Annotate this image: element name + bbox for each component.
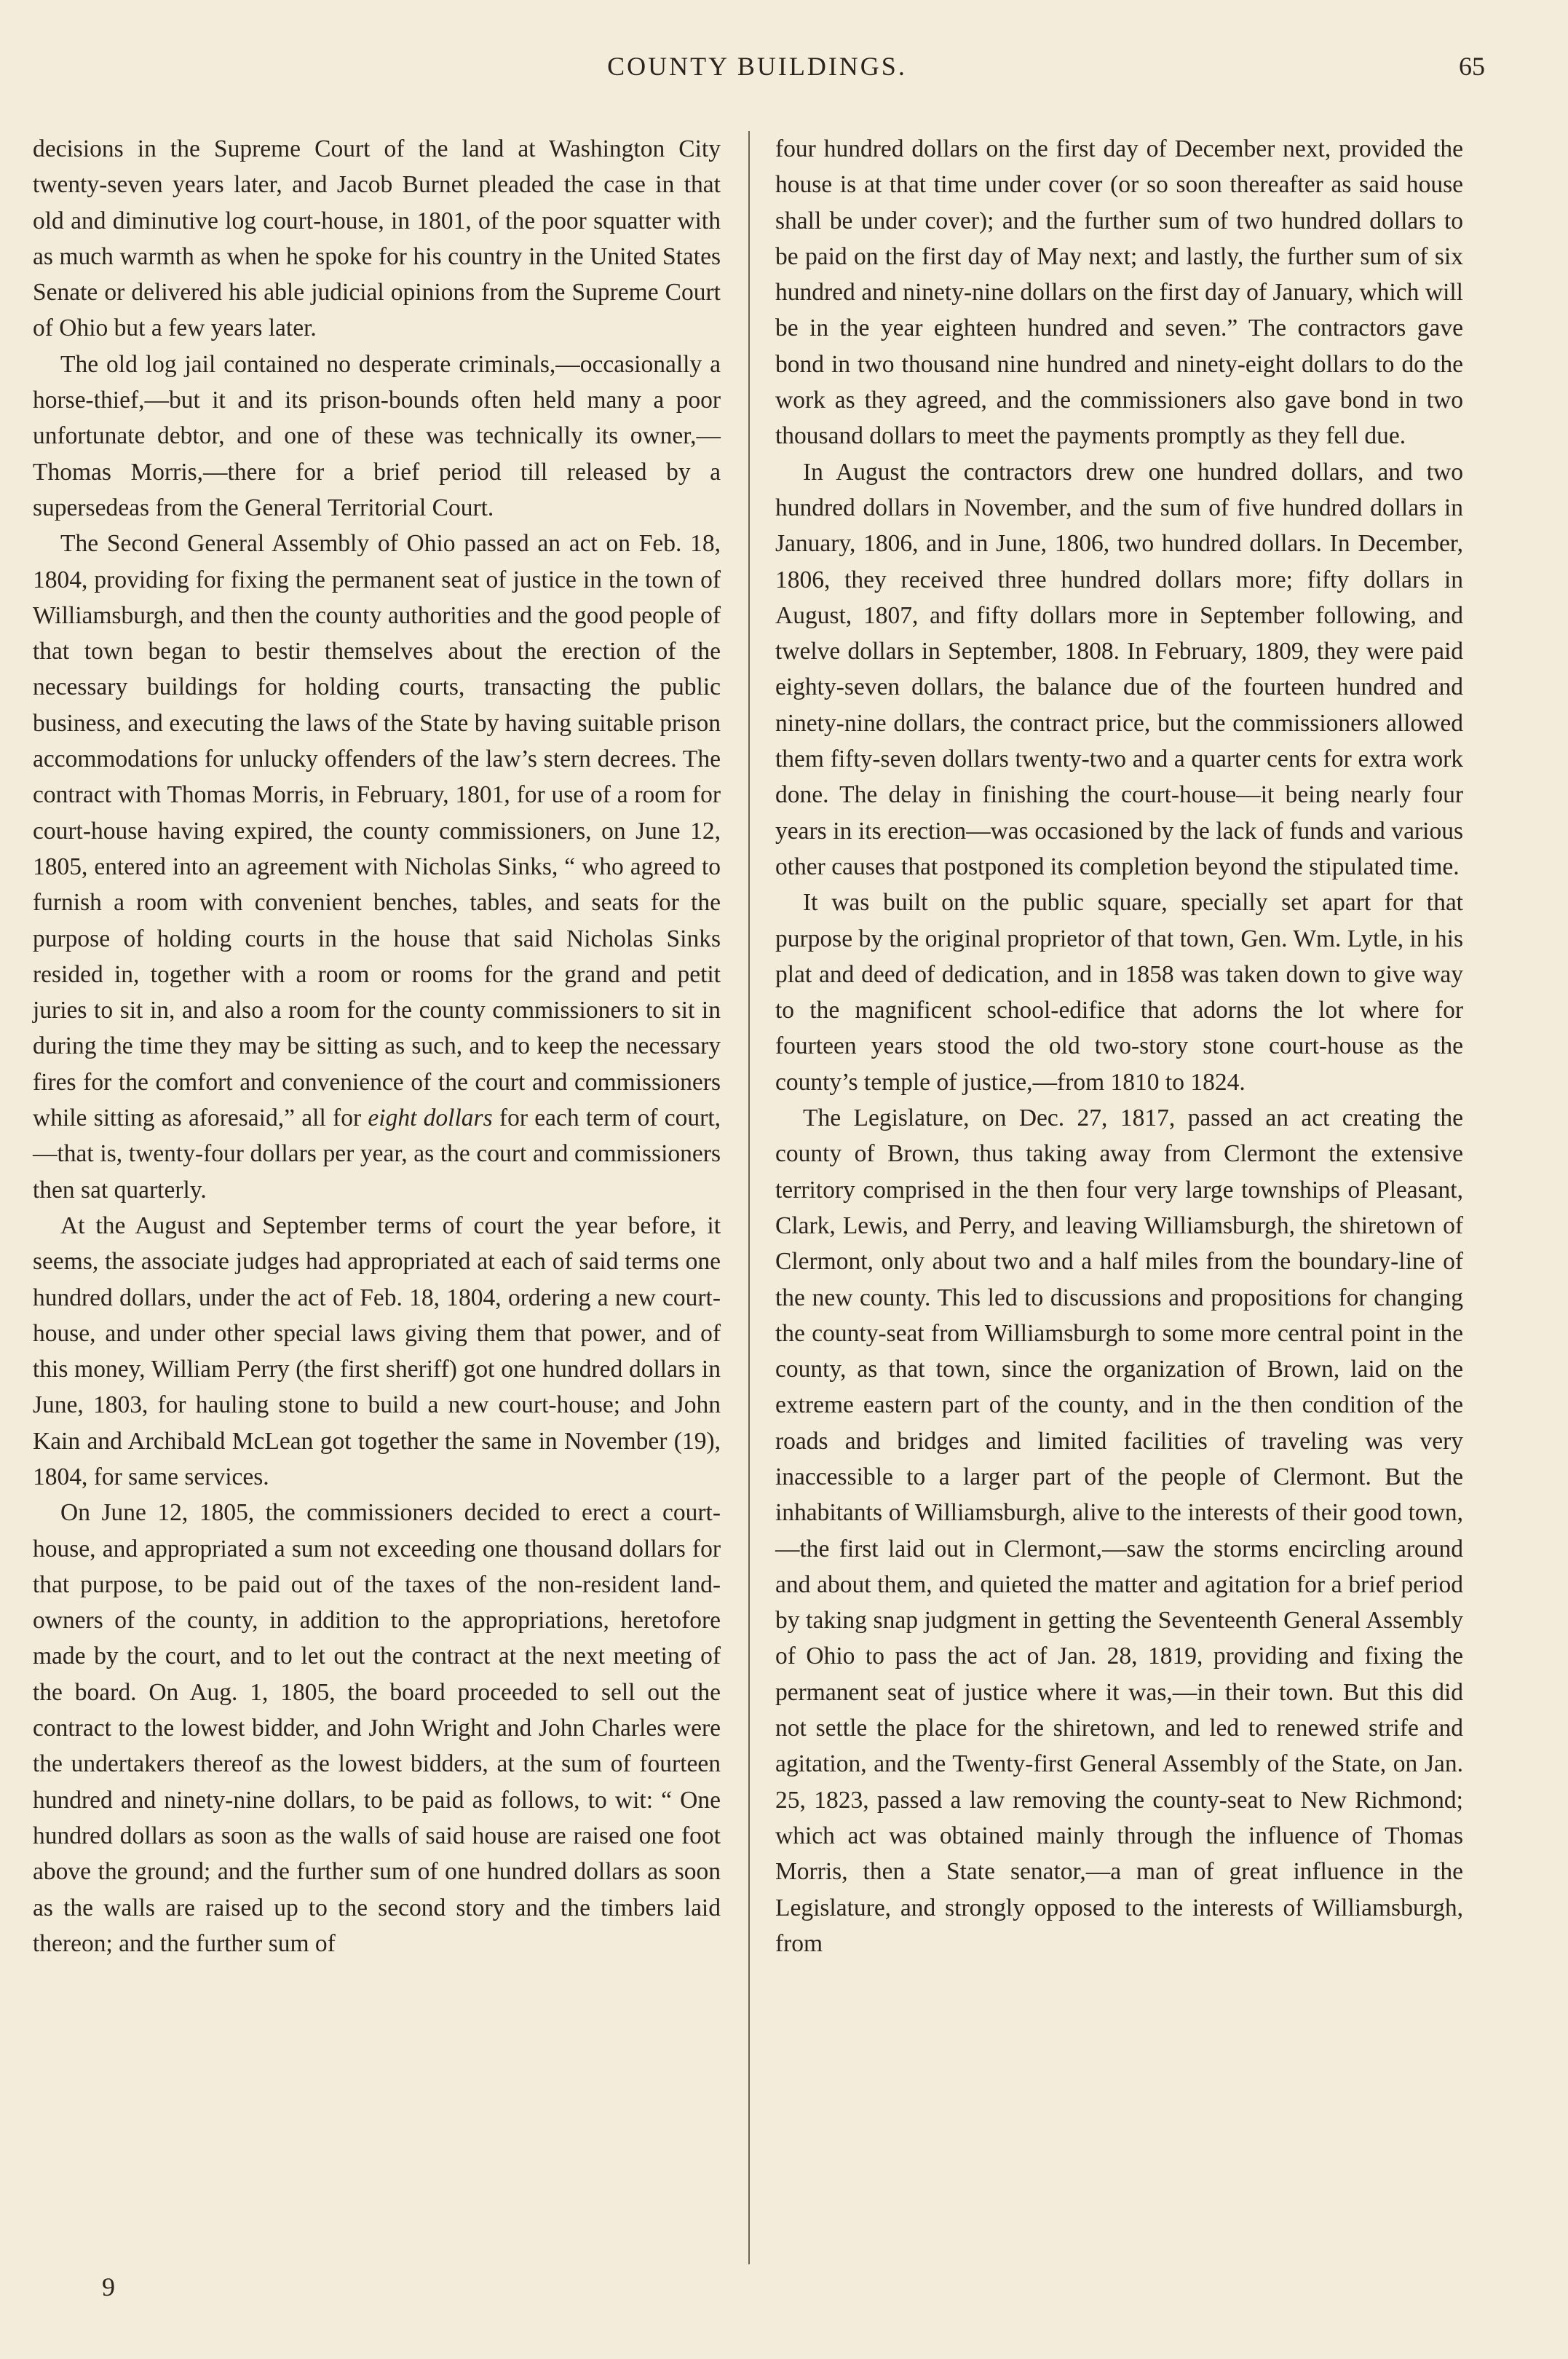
paragraph-text: The Second General Assembly of Ohio passed an act on Feb. 18, 1804, providing for fixing the permanent seat of justice in the town of Williamsburgh, and then the county authorities and the good people of that town began to bestir themselves about the erection of the necessary buildings for holding courts, transacting the public business, and executing the laws of the State by having suitable prison accommodations for unlucky offenders of the law’s stern decrees. The contract with Thomas Morris, in February, 1801, for use of a room for court-house having expired, the county commissioners, on June 12, 1805, entered into an agreement with Nicholas Sinks, “ who agreed to furnish a room with convenient benches, tables, and seats for the purpose of holding courts in the house that said Nicholas Sinks resided in, together with a room or rooms for the grand and petit juries to sit in, and also a room for the county commissioners to sit in during the time they may be sitting as such, and to keep the necessary fires for the comfort and convenience of the court and commissioners while sitting as aforesaid,” all for bbox=[33, 530, 721, 1132]
paragraph bbox=[33, 526, 721, 1208]
paragraph-text: for each term of court,—that is, twenty-four dollars per year, as the court and commissioners then sat quarterly. bbox=[33, 1105, 721, 1204]
page-number: 65 bbox=[1459, 52, 1485, 81]
paragraph: In August the contractors drew one hundred dollars, and two hundred dollars in November, and the sum of five hundred dollars in January, 1806, and in June, 1806, two hundred dollars. In December, 1806, they received three hundred dollars more; fifty dollars in August, 1807, and fifty dollars more in September following, and twelve dollars in September, 1808. In February, 1809, they were paid eighty-seven dollars, the balance due of the fourteen hundred and ninety-nine dollars, the contract price, but the commissioners allowed them fifty-seven dollars twenty-two and a quarter cents for extra work done. The delay in finishing the court-house—it being nearly four years in its erection—was occasioned by the lack of funds and various other causes that postponed its completion beyond the stipulated time. bbox=[775, 458, 1463, 880]
paragraph: The Legislature, on Dec. 27, 1817, passed an act creating the county of Brown, thus taking away from Clermont the extensive territory comprised in the then four very large townships of Pleasant, Clark, Lewis, and Perry, and leaving Williamsburgh, the shiretown of Clermont, only about two and a half miles from the boundary-line of the new county. This led to discussions and propositions for changing the county-seat from Williamsburgh to some more central point in the county, as that town, since the organization of Brown, laid on the extreme eastern part of the county, and in the then condition of the roads and bridges and limited facilities of traveling was very inaccessible to a larger part of the people of Clermont. But the inhabitants of Williamsburgh, alive to the interests of their good town, —the first laid out in Clermont,—saw the storms encircling around and about them, and quieted the matter and agitation for a brief period by taking snap judgment in getting the Seventeenth General Assembly of Ohio to pass the act of Jan. 28, 1819, providing and fixing the permanent seat of justice where it was,—in their town. But this did not settle the place for the shiretown, and led to renewed strife and agitation, and the Twenty-first General Assembly of the State, on Jan. 25, 1823, passed a law removing the county-seat to New Richmond; which act was obtained mainly through the influence of Thomas Morris, then a State senator,—a man of great influence in the Legislature, and strongly opposed to the interests of Williamsburgh, from bbox=[775, 1105, 1463, 1957]
italic-phrase: eight dollars bbox=[368, 1105, 493, 1132]
paragraph: decisions in the Supreme Court of the land at Washington City twenty-seven years later, and Jacob Burnet pleaded the case in that old and diminutive log court-house, in 1801, of the poor squatter with as much warmth as when he spoke for his country in the United States Senate or delivered his able judicial opinions from the Supreme Court of Ohio but a few years later. bbox=[33, 135, 721, 342]
paragraph: On June 12, 1805, the commissioners decided to erect a court-house, and appropriated a sum not exceeding one thousand dollars for that purpose, to be paid out of the taxes of the non-resident land-owners of the county, in addition to the appropriations, heretofore made by the court, and to let out the contract at the next meeting of the board. On Aug. 1, 1805, the board proceeded to sell out the contract to the lowest bidder, and John Wright and John Charles were the undertakers thereof as the lowest bidders, at the sum of fourteen hundred and ninety-nine dollars, to be paid as follows, to wit: “ One hundred dollars as soon as the walls of said house are raised one foot above the ground; and the further sum of one hundred dollars as soon as the walls are raised up to the second story and the timbers laid thereon; and the further sum of bbox=[33, 1499, 721, 1957]
left-column bbox=[33, 131, 721, 1961]
running-title: COUNTY BUILDINGS. bbox=[607, 52, 907, 81]
running-head bbox=[29, 45, 1485, 89]
paragraph: The old log jail contained no desperate criminals,—occasionally a horse-thief,—but it and its prison-bounds often held many a poor unfortunate debtor, and one of these was technically its owner,—Thomas Morris,—there for a brief period till released by a supersedeas from the General Territorial Court. bbox=[33, 350, 721, 521]
column-divider bbox=[748, 131, 750, 2264]
paragraph: four hundred dollars on the first day of December next, provided the house is at that time under cover (or so soon thereafter as said house shall be under cover); and the further sum of two hundred dollars to be paid on the first day of May next; and lastly, the further sum of six hundred and ninety-nine dollars on the first day of January, which will be in the year eighteen hundred and seven.” The contractors gave bond in two thousand nine hundred and ninety-eight dollars to do the work as they agreed, and the commissioners also gave bond in two thousand dollars to meet the payments promptly as they fell due. bbox=[775, 135, 1463, 450]
paragraph: It was built on the public square, specially set apart for that purpose by the original proprietor of that town, Gen. Wm. Lytle, in his plat and deed of dedication, and in 1858 was taken down to give way to the magnificent school-edifice that adorns the lot where for fourteen years stood the old two-story stone court-house as the county’s temple of justice,—from 1810 to 1824. bbox=[775, 889, 1463, 1096]
signature-mark: 9 bbox=[102, 2272, 115, 2301]
paragraph: At the August and September terms of court the year before, it seems, the associate judges had appropriated at each of said terms one hundred dollars, under the act of Feb. 18, 1804, ordering a new court-house, and under other special laws giving them that power, and of this money, William Perry (the first sheriff) got one hundred dollars in June, 1803, for hauling stone to build a new court-house; and John Kain and Archibald McLean got together the same in November (19), 1804, for same services. bbox=[33, 1212, 721, 1490]
right-column bbox=[775, 131, 1463, 1961]
